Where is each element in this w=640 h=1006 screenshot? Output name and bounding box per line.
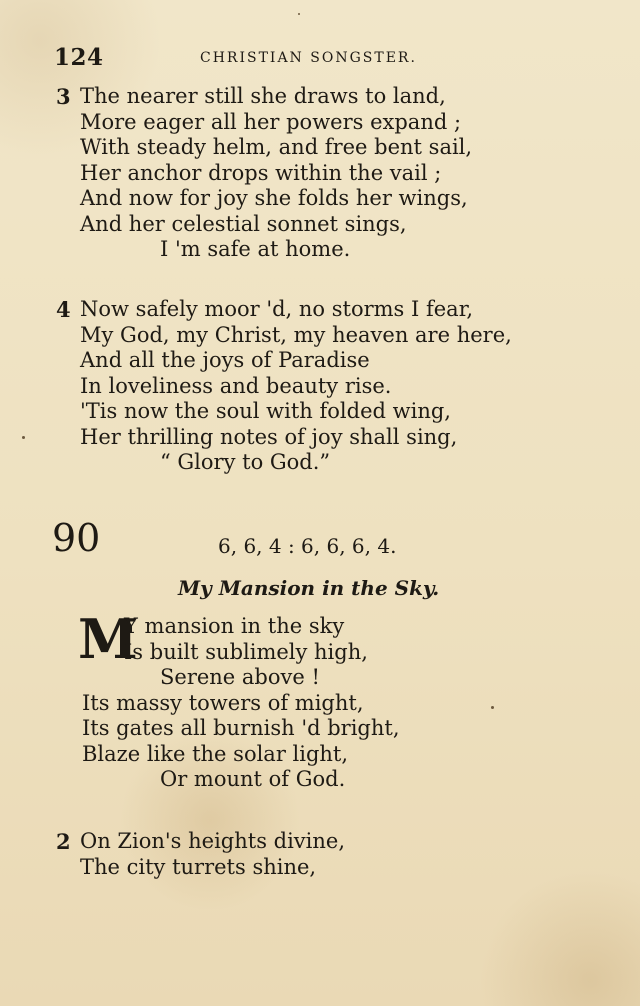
verse-refrain: I 'm safe at home. bbox=[160, 237, 351, 261]
verse-line: Its gates all burnish 'd bright, bbox=[82, 716, 400, 740]
stanza-number: 3 bbox=[56, 84, 71, 109]
verse-line: And now for joy she folds her wings, bbox=[80, 186, 468, 210]
stanza-number: 2 bbox=[56, 829, 71, 854]
drop-cap: M bbox=[78, 607, 138, 671]
verse-line: Blaze like the solar light, bbox=[82, 741, 349, 766]
verse-refrain: Or mount of God. bbox=[160, 767, 346, 791]
running-head: CHRISTIAN SONGSTER. bbox=[200, 50, 417, 66]
verse-line: The nearer still she draws to land, bbox=[80, 84, 446, 108]
paper-speck bbox=[491, 706, 494, 709]
verse-line: Its massy towers of might, bbox=[82, 690, 364, 715]
verse-line: 'Tis now the soul with folded wing, bbox=[80, 399, 451, 423]
verse-line: The city turrets shine, bbox=[80, 854, 317, 879]
verse-refrain: “ Glory to God.” bbox=[160, 450, 331, 474]
hymn-number: 90 bbox=[52, 516, 101, 560]
stanza-number: 4 bbox=[56, 297, 71, 322]
verse-line: Serene above ! bbox=[160, 665, 320, 689]
paper-speck bbox=[22, 436, 25, 439]
verse-line: In loveliness and beauty rise. bbox=[80, 373, 392, 398]
stanza-lines bbox=[80, 829, 600, 880]
page-number: 124 bbox=[54, 44, 104, 71]
verse-line: Her anchor drops within the vail ; bbox=[80, 160, 442, 185]
hymn-meter: 6, 6, 4 : 6, 6, 6, 4. bbox=[218, 534, 397, 558]
stanza-lines bbox=[80, 297, 600, 476]
paper-speck bbox=[298, 13, 300, 15]
verse-line: And all the joys of Paradise bbox=[80, 348, 370, 372]
verse-line: And her celestial sonnet sings, bbox=[80, 211, 407, 236]
hymn-lines bbox=[82, 614, 562, 793]
page-header bbox=[54, 44, 454, 74]
verse-line: Her thrilling notes of joy shall sing, bbox=[80, 424, 458, 449]
verse-line: Now safely moor 'd, no storms I fear, bbox=[80, 297, 474, 321]
verse-line: On Zion's heights divine, bbox=[80, 829, 346, 853]
verse-line: Y mansion in the sky bbox=[124, 614, 345, 638]
verse-line: Is built sublimely high, bbox=[124, 639, 368, 664]
verse-line: More eager all her powers expand ; bbox=[80, 109, 462, 134]
stanza-lines bbox=[80, 84, 600, 263]
verse-line: With steady helm, and free bent sail, bbox=[80, 135, 473, 159]
hymn-title: My Mansion in the Sky. bbox=[178, 576, 440, 600]
verse-line: My God, my Christ, my heaven are here, bbox=[80, 322, 512, 347]
